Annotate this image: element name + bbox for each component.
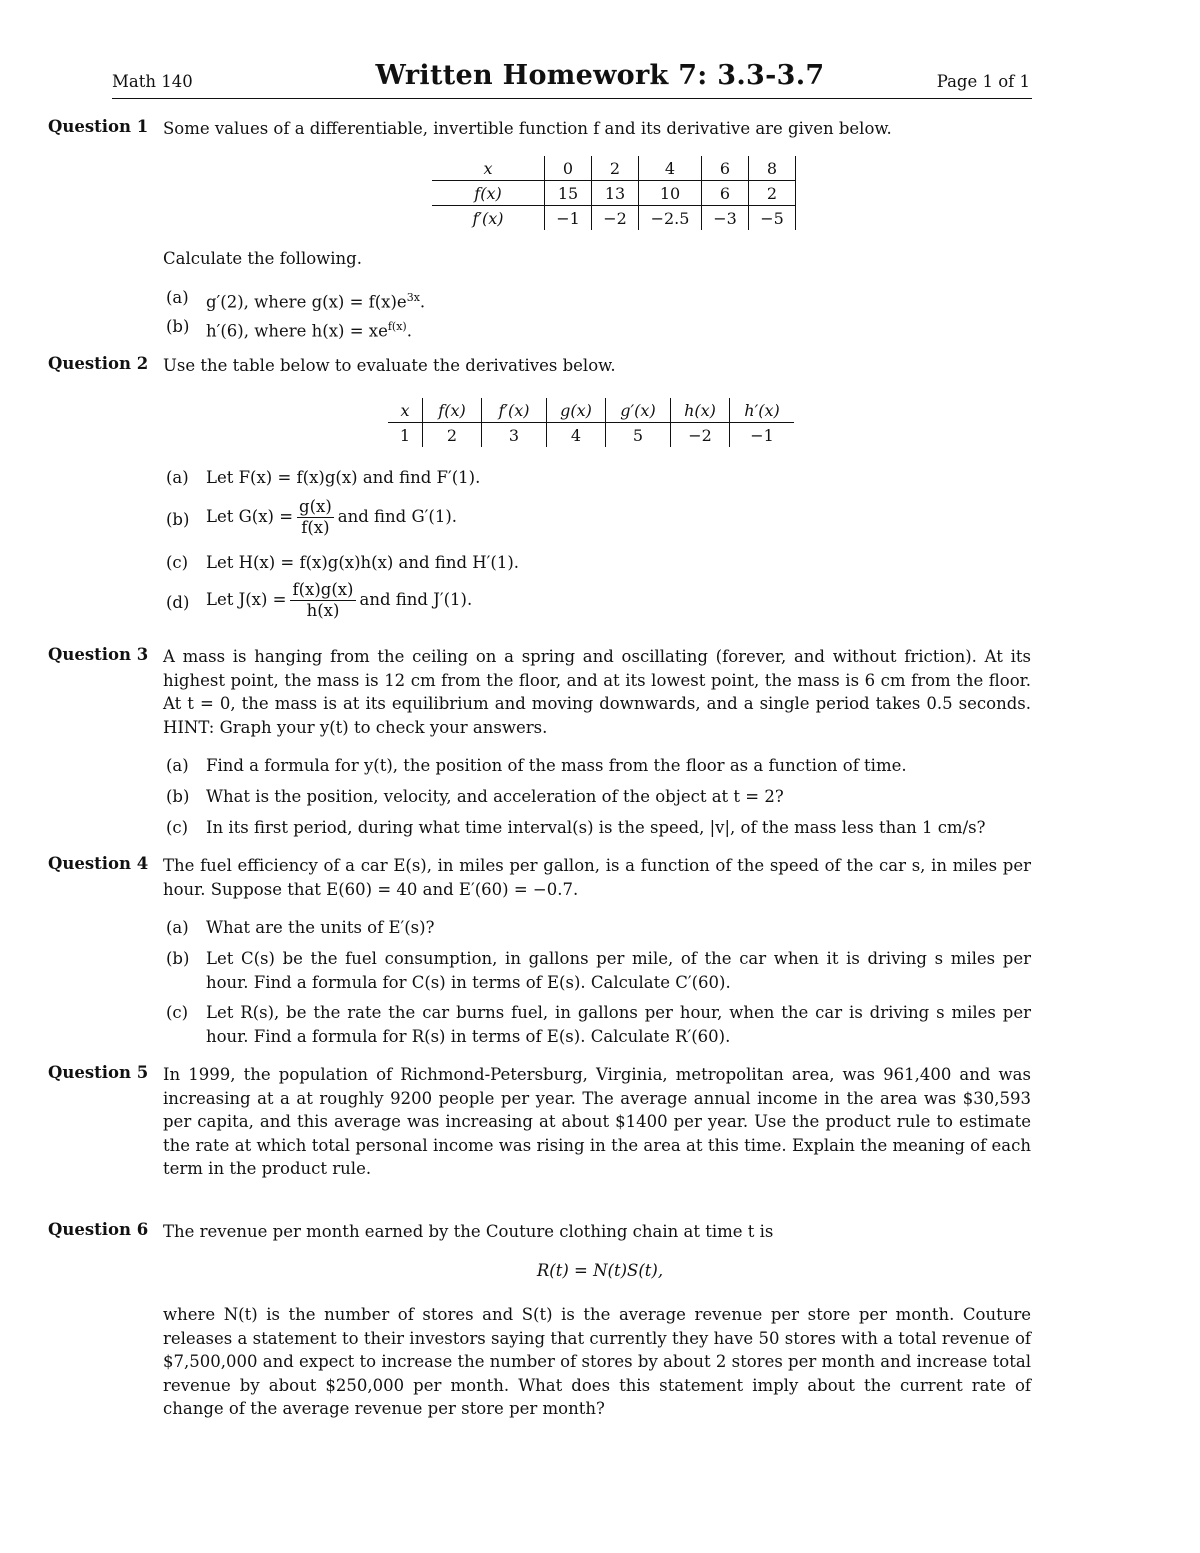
part-body: h′(6), where $h(x) = xe^{f(x)}$. [206,320,412,341]
table-cell: 15 [545,181,592,206]
table-cell: 0 [545,156,592,181]
question-6-text: The revenue per month earned by the Couture clothing chain at time t is [163,1222,774,1241]
table-cell: 10 [639,181,702,206]
question-2-text: Use the table below to evaluate the derivatives below. [163,356,616,375]
fraction [290,580,355,621]
fraction [297,497,334,538]
table-cell: f(x) [423,398,482,423]
part-text: g′(2), where g(x) = f(x)e [206,292,407,312]
part-text: Let H(x) = f(x)g(x)h(x) and find H′(1). [206,553,520,572]
q1-values-table [432,156,796,230]
exponent: 3x [406,291,420,304]
page-number: Page 1 of 1 [936,72,1030,91]
q2-part-b [166,497,1031,543]
table-cell: 3 [482,423,547,448]
table-cell: −1 [730,423,795,448]
table-cell: −2.5 [639,206,702,231]
part-label: (b) [166,317,190,336]
header-rule [112,98,1032,99]
question-6-label: Question 6 [48,1220,149,1239]
table-cell: −3 [702,206,749,231]
question-6-text-continued: where N(t) is the number of stores and S(t) is the average revenue per store per month. Couture releases a statement to their investors saying that currently they have 50 stores with a total revenue of $7,500,000 and expect to increase the number of stores by about 2 stores per month and increase total revenue by about $250,000 per month. What does this statement imply about the current rate of change of the average revenue per store per month? [163,1305,1031,1418]
table-cell: 6 [702,181,749,206]
part-label: (b) [166,510,190,529]
part-label: (b) [166,787,190,806]
part-label: (c) [166,818,189,837]
part-text: h′(6), where h(x) = xe [206,321,388,341]
table-row [432,206,796,231]
table-row [432,181,796,206]
q1-instruction: Calculate the following. [163,249,362,268]
table-cell: 5 [606,423,671,448]
table-cell: 2 [749,181,796,206]
part-text: Let R(s), be the rate the car burns fuel, in gallons per hour, when the car is driving s miles per hour. Find a formula for R(s) in terms of E(s). Calculate R′(60). [206,1003,1031,1046]
part-text: In its first period, during what time interval(s) is the speed, |v|, of the mass less than 1 cm/s? [206,818,986,837]
table-cell: −1 [545,206,592,231]
fraction-numerator: f(x)g(x) [292,580,354,599]
question-1-label: Question 1 [48,117,149,136]
part-label: (a) [166,918,189,937]
table-cell: −5 [749,206,796,231]
part-label: (a) [166,468,189,487]
table-cell: 13 [592,181,639,206]
table-cell: h′(x) [730,398,795,423]
part-body: g′(2), where $g(x) = f(x)e^{3x}$. [206,291,426,312]
exponent: f(x) [387,320,407,333]
part-text: What are the units of E′(s)? [206,918,435,937]
table-cell: f′(x) [472,208,504,228]
question-3-label: Question 3 [48,645,149,664]
fraction-numerator: g(x) [299,497,332,516]
part-text: Let F(x) = f(x)g(x) and find F′(1). [206,468,481,487]
page-title: Written Homework 7: 3.3-3.7 [375,60,825,91]
table-cell: 1 [399,425,411,445]
q2-values-table [388,398,794,447]
question-5-label: Question 5 [48,1063,149,1082]
part-body [206,580,1031,621]
part-text-post: and find G′(1). [337,507,458,526]
table-row [432,156,796,181]
part-label: (c) [166,553,189,572]
part-label: (b) [166,949,190,968]
course-name: Math 140 [112,72,193,91]
table-cell: −2 [592,206,639,231]
part-text-pre: Let G(x) = [206,507,294,526]
table-cell: 8 [749,156,796,181]
fraction-denominator: f(x) [301,518,330,537]
table-cell: f(x) [432,181,545,206]
table-cell: x [388,398,423,423]
part-label: (c) [166,1003,189,1022]
table-cell: 4 [547,423,606,448]
question-4-label: Question 4 [48,854,149,873]
table-cell: 6 [702,156,749,181]
revenue-equation: R(t) = N(t)S(t), [536,1261,664,1280]
table-cell: f′(x) [482,398,547,423]
part-label: (d) [166,593,190,612]
q2-part-d [166,580,1031,626]
part-body [206,497,1031,538]
question-5-text: In 1999, the population of Richmond-Petersburg, Virginia, metropolitan area, was 961,400 and was increasing at a at roughly 9200 people per year. The average annual income in the area was $30,593 per capita, and this average was increasing at about $1400 per year. Use the product rule to estimate the rate at which total personal income was rising in the area at this time. Explain the meaning of each term in the product rule. [163,1065,1031,1178]
part-text-pre: Let J(x) = [206,590,287,609]
question-2-label: Question 2 [48,354,149,373]
fraction-denominator: h(x) [306,601,340,620]
table-cell: h(x) [671,398,730,423]
table-cell: x [432,156,545,181]
part-text: Let C(s) be the fuel consumption, in gallons per mile, of the car when it is driving s miles per hour. Find a formula for C(s) in terms of E(s). Calculate C′(60). [206,949,1031,992]
question-3-text: A mass is hanging from the ceiling on a spring and oscillating (forever, and without friction). At its highest point, the mass is 12 cm from the floor, and at its lowest point, the mass is 6 cm from the floor. At t = 0, the mass is at its equilibrium and moving downwards, and a single period takes 0.5 seconds. HINT: Graph your y(t) to check your answers. [163,647,1031,737]
part-text-post: and find J′(1). [359,590,473,609]
part-text: Find a formula for y(t), the position of the mass from the floor as a function of time. [206,756,907,775]
question-1-text: Some values of a differentiable, invertible function f and its derivative are given below. [163,119,892,138]
part-text: What is the position, velocity, and acceleration of the object at t = 2? [206,787,784,806]
part-label: (a) [166,288,189,307]
table-cell: g′(x) [606,398,671,423]
table-cell: g(x) [547,398,606,423]
table-cell: −2 [671,423,730,448]
question-4-text: The fuel efficiency of a car E(s), in miles per gallon, is a function of the speed of the car s, in miles per hour. Suppose that E(60) = 40 and E′(60) = −0.7. [163,856,1031,899]
table-cell: 2 [592,156,639,181]
table-cell: 2 [423,423,482,448]
table-cell: 4 [639,156,702,181]
table-row [388,423,794,448]
table-row [388,398,794,423]
part-label: (a) [166,756,189,775]
